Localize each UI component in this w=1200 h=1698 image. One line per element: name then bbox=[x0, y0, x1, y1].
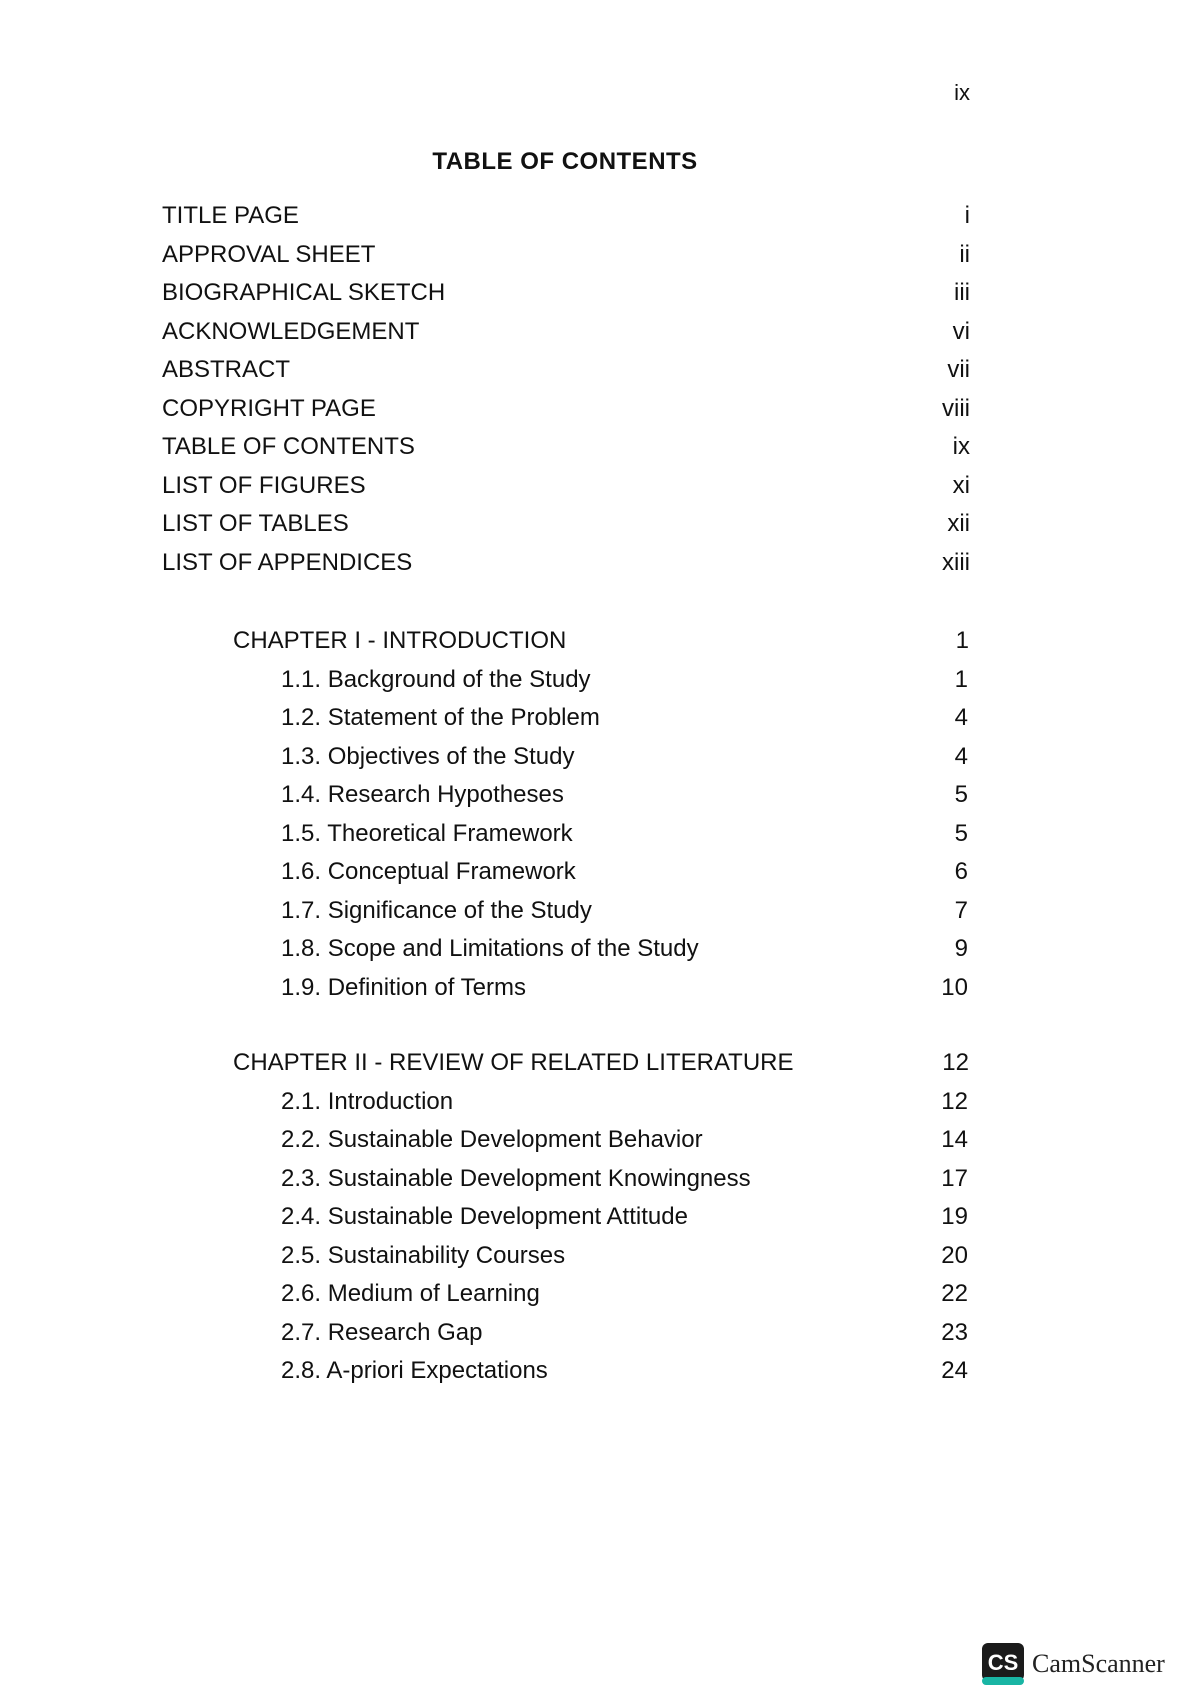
toc-entry-page: ii bbox=[959, 241, 970, 268]
toc-entry-page: xiii bbox=[942, 549, 970, 576]
toc-section-entry bbox=[281, 1241, 968, 1271]
toc-section-entry bbox=[281, 1279, 968, 1309]
toc-entry-label: 2.2. Sustainable Development Behavior bbox=[281, 1126, 703, 1153]
toc-entry-page: 14 bbox=[941, 1126, 968, 1153]
toc-section-entry bbox=[281, 1087, 968, 1117]
toc-section-entry bbox=[281, 780, 968, 810]
toc-entry-label: 2.8. A-priori Expectations bbox=[281, 1357, 548, 1384]
toc-section-entry bbox=[281, 1125, 968, 1155]
toc-front-matter-entry bbox=[162, 355, 970, 385]
toc-entry-page: 22 bbox=[941, 1280, 968, 1307]
page-number: ix bbox=[954, 80, 970, 105]
toc-entry-page: 12 bbox=[942, 1049, 969, 1076]
camscanner-logo-icon bbox=[982, 1643, 1024, 1685]
toc-entry-label: 1.5. Theoretical Framework bbox=[281, 820, 573, 847]
toc-entry-label: 1.4. Research Hypotheses bbox=[281, 781, 564, 808]
toc-section-entry bbox=[281, 1202, 968, 1232]
toc-entry-page: 12 bbox=[941, 1088, 968, 1115]
toc-entry-page: vi bbox=[952, 318, 970, 345]
toc-entry-label: 1.6. Conceptual Framework bbox=[281, 858, 576, 885]
toc-front-matter-entry bbox=[162, 240, 970, 270]
toc-entry-label: LIST OF FIGURES bbox=[162, 472, 366, 499]
toc-entry-label: APPROVAL SHEET bbox=[162, 241, 376, 268]
toc-entry-page: 24 bbox=[941, 1357, 968, 1384]
toc-front-matter-entry bbox=[162, 394, 970, 424]
toc-entry-page: 20 bbox=[941, 1242, 968, 1269]
toc-entry-label: 1.2. Statement of the Problem bbox=[281, 704, 600, 731]
toc-section-entry bbox=[281, 1356, 968, 1386]
toc-entry-label: 2.5. Sustainability Courses bbox=[281, 1242, 566, 1269]
toc-section-entry bbox=[281, 703, 968, 733]
toc-chapter-heading bbox=[233, 626, 969, 656]
toc-entry-label: 1.3. Objectives of the Study bbox=[281, 743, 575, 770]
toc-entry-label: 2.1. Introduction bbox=[281, 1088, 454, 1115]
toc-section-entry bbox=[281, 934, 968, 964]
camscanner-brand-text: CamScanner bbox=[1032, 1649, 1165, 1678]
camscanner-watermark bbox=[982, 1640, 1165, 1688]
toc-front-matter-entry bbox=[162, 278, 970, 308]
toc-section-entry bbox=[281, 857, 968, 887]
toc-entry-label: 1.8. Scope and Limitations of the Study bbox=[281, 935, 699, 962]
toc-entry-page: 4 bbox=[954, 743, 968, 770]
toc-entry-page: viii bbox=[942, 395, 970, 422]
toc-entry-label: 2.4. Sustainable Development Attitude bbox=[281, 1203, 688, 1230]
toc-title: TABLE OF CONTENTS bbox=[432, 148, 698, 175]
toc-entry-page: i bbox=[964, 202, 970, 229]
toc-entry-label: CHAPTER II - REVIEW OF RELATED LITERATURE bbox=[233, 1049, 794, 1076]
toc-entry-page: iii bbox=[954, 279, 970, 306]
toc-entry-page: ix bbox=[952, 433, 970, 460]
toc-section-entry bbox=[281, 896, 968, 926]
toc-entry-page: xi bbox=[952, 472, 970, 499]
toc-entry-page: 19 bbox=[941, 1203, 968, 1230]
toc-entry-page: 1 bbox=[955, 627, 969, 654]
toc-entry-label: CHAPTER I - INTRODUCTION bbox=[233, 627, 567, 654]
toc-entry-label: TITLE PAGE bbox=[162, 202, 299, 229]
toc-entry-label: 1.7. Significance of the Study bbox=[281, 897, 592, 924]
toc-section-entry bbox=[281, 1164, 968, 1194]
toc-entry-page: 5 bbox=[954, 820, 968, 847]
toc-front-matter-entry bbox=[162, 548, 970, 578]
toc-entry-page: 5 bbox=[954, 781, 968, 808]
toc-section-entry bbox=[281, 742, 968, 772]
toc-entry-label: ABSTRACT bbox=[162, 356, 291, 383]
toc-front-matter-entry bbox=[162, 201, 970, 231]
toc-entry-label: LIST OF TABLES bbox=[162, 510, 349, 537]
toc-section-entry bbox=[281, 973, 968, 1003]
toc-front-matter-entry bbox=[162, 432, 970, 462]
toc-entry-page: 7 bbox=[954, 897, 968, 924]
toc-front-matter-entry bbox=[162, 317, 970, 347]
toc-entry-label: COPYRIGHT PAGE bbox=[162, 395, 376, 422]
toc-entry-page: 1 bbox=[954, 666, 968, 693]
toc-section-entry bbox=[281, 819, 968, 849]
toc-entry-page: 17 bbox=[941, 1165, 968, 1192]
toc-section-entry bbox=[281, 1318, 968, 1348]
toc-entry-label: 2.7. Research Gap bbox=[281, 1319, 483, 1346]
toc-entry-label: 1.1. Background of the Study bbox=[281, 666, 591, 693]
toc-front-matter-entry bbox=[162, 509, 970, 539]
svg-text:CS: CS bbox=[987, 1650, 1019, 1675]
toc-entry-label: BIOGRAPHICAL SKETCH bbox=[162, 279, 446, 306]
toc-entry-label: 2.3. Sustainable Development Knowingness bbox=[281, 1165, 751, 1192]
toc-entry-page: 6 bbox=[954, 858, 968, 885]
toc-front-matter-entry bbox=[162, 471, 970, 501]
toc-entry-page: 23 bbox=[941, 1319, 968, 1346]
toc-entry-label: ACKNOWLEDGEMENT bbox=[162, 318, 420, 345]
toc-entry-page: 9 bbox=[954, 935, 968, 962]
toc-entry-page: vii bbox=[947, 356, 970, 383]
toc-entry-label: 2.6. Medium of Learning bbox=[281, 1280, 540, 1307]
toc-chapter-heading bbox=[233, 1048, 969, 1078]
toc-entry-page: 4 bbox=[954, 704, 968, 731]
toc-entry-label: LIST OF APPENDICES bbox=[162, 549, 413, 576]
toc-entry-page: 10 bbox=[941, 974, 968, 1001]
toc-entry-label: TABLE OF CONTENTS bbox=[162, 433, 415, 460]
toc-section-entry bbox=[281, 665, 968, 695]
toc-entry-page: xii bbox=[947, 510, 970, 537]
toc-entry-label: 1.9. Definition of Terms bbox=[281, 974, 527, 1001]
